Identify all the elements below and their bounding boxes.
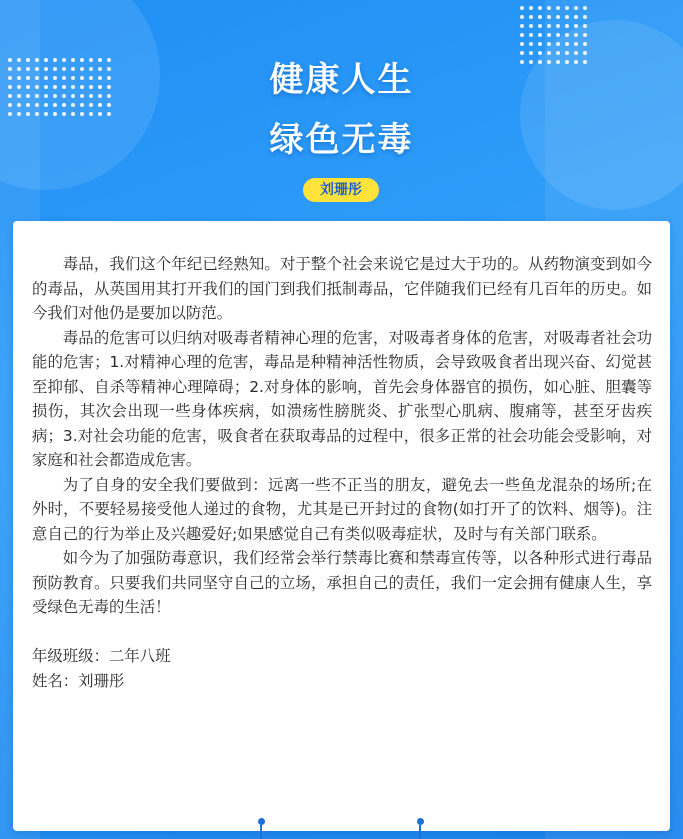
dot-decoration xyxy=(547,24,551,28)
dot-decoration xyxy=(565,15,569,19)
page-title-line-1: 健康人生 xyxy=(269,60,414,100)
pin-decoration xyxy=(417,818,424,825)
dot-decoration xyxy=(574,24,578,28)
article-paragraph: 为了自身的安全我们要做到：远离一些不正当的朋友，避免去一些鱼龙混杂的场所;在外时，不要轻易接受他人递过的食物，尤其是已开封过的食物(如打开了的饮料、烟等)。注意自己的行为举止及兴趣爱好;如果感觉自己有类似吸毒症状，及时与有关部门联系。 xyxy=(32,475,652,543)
dot-decoration xyxy=(574,33,578,37)
dot-decoration xyxy=(62,103,66,107)
dot-decoration xyxy=(529,33,533,37)
dot-decoration xyxy=(89,103,93,107)
article-paragraph: 毒品，我们这个年纪已经熟知。对于整个社会来说它是过大于功的。从药物演变到如今的毒品，从英国用其打开我们的国门到我们抵制毒品，它伴随我们已经有几百年的历史。如今我们对他仍是要加以防范。 xyxy=(32,255,652,322)
dot-decoration xyxy=(53,103,57,107)
pin-stem-decoration xyxy=(260,825,262,839)
dot-decoration xyxy=(583,24,587,28)
dot-decoration xyxy=(556,33,560,37)
author-badge: 刘珊彤 xyxy=(303,178,379,202)
dot-decoration xyxy=(71,103,75,107)
dot-decoration xyxy=(547,15,551,19)
dot-decoration xyxy=(529,42,533,46)
dot-decoration xyxy=(556,42,560,46)
dot-decoration xyxy=(583,42,587,46)
dot-decoration xyxy=(8,103,12,107)
dot-decoration xyxy=(547,6,551,10)
dot-decoration xyxy=(547,42,551,46)
dot-decoration xyxy=(529,15,533,19)
dot-decoration xyxy=(98,103,102,107)
article-card xyxy=(13,221,670,831)
dot-decoration xyxy=(107,103,111,107)
dot-decoration xyxy=(565,33,569,37)
dot-decoration xyxy=(583,33,587,37)
author-info xyxy=(32,644,652,693)
dot-decoration xyxy=(538,6,542,10)
dot-decoration xyxy=(538,24,542,28)
dot-decoration xyxy=(556,15,560,19)
name-line: 姓名：刘珊彤 xyxy=(32,671,125,690)
dot-decoration xyxy=(583,15,587,19)
article-body xyxy=(32,252,652,693)
dot-decoration xyxy=(583,6,587,10)
dot-decoration xyxy=(80,103,84,107)
dot-decoration xyxy=(538,15,542,19)
dot-decoration xyxy=(529,6,533,10)
dot-decoration xyxy=(565,6,569,10)
dot-decoration xyxy=(556,6,560,10)
dot-decoration xyxy=(520,6,524,10)
dot-decoration xyxy=(520,42,524,46)
dot-decoration xyxy=(574,42,578,46)
dot-decoration xyxy=(44,103,48,107)
dot-decoration xyxy=(574,15,578,19)
dot-decoration xyxy=(538,42,542,46)
dot-decoration xyxy=(520,15,524,19)
dot-decoration xyxy=(547,33,551,37)
dot-decoration xyxy=(17,103,21,107)
dot-decoration xyxy=(520,33,524,37)
dot-decoration xyxy=(26,103,30,107)
dot-decoration xyxy=(574,6,578,10)
class-line: 年级班级：二年八班 xyxy=(32,647,171,665)
dot-decoration xyxy=(565,24,569,28)
dot-decoration xyxy=(529,24,533,28)
dot-decoration xyxy=(565,42,569,46)
dot-decoration xyxy=(35,103,39,107)
dot-decoration xyxy=(538,33,542,37)
article-paragraph: 毒品的危害可以归纳对吸毒者精神心理的危害，对吸毒者身体的危害，对吸毒者社会功能的危害；1.对精神心理的危害，毒品是种精神活性物质，会导致吸食者出现兴奋、幻觉甚至抑郁、自杀等精神心理障碍；2.对身体的影响，首先会身体器官的损伤，如心脏、胆囊等损伤，其次会出现一些身体疾病，如溃疡性膀胱炎、扩张型心肌病、腹痛等，甚至牙齿疾病；3.对社会功能的危害，吸食者在获取毒品的过程中，很多正常的社会功能会受影响，对家庭和社会都造成危害。 xyxy=(32,328,652,469)
dot-decoration xyxy=(556,24,560,28)
dot-decoration xyxy=(520,24,524,28)
pin-decoration xyxy=(258,818,265,825)
page-title-line-2: 绿色无毒 xyxy=(269,120,414,160)
pin-stem-decoration xyxy=(419,825,421,839)
article-paragraph: 如今为了加强防毒意识，我们经常会举行禁毒比赛和禁毒宣传等，以各种形式进行毒品预防教育。只要我们共同坚守自己的立场，承担自己的责任，我们一定会拥有健康人生，享受绿色无毒的生活！ xyxy=(32,549,652,616)
